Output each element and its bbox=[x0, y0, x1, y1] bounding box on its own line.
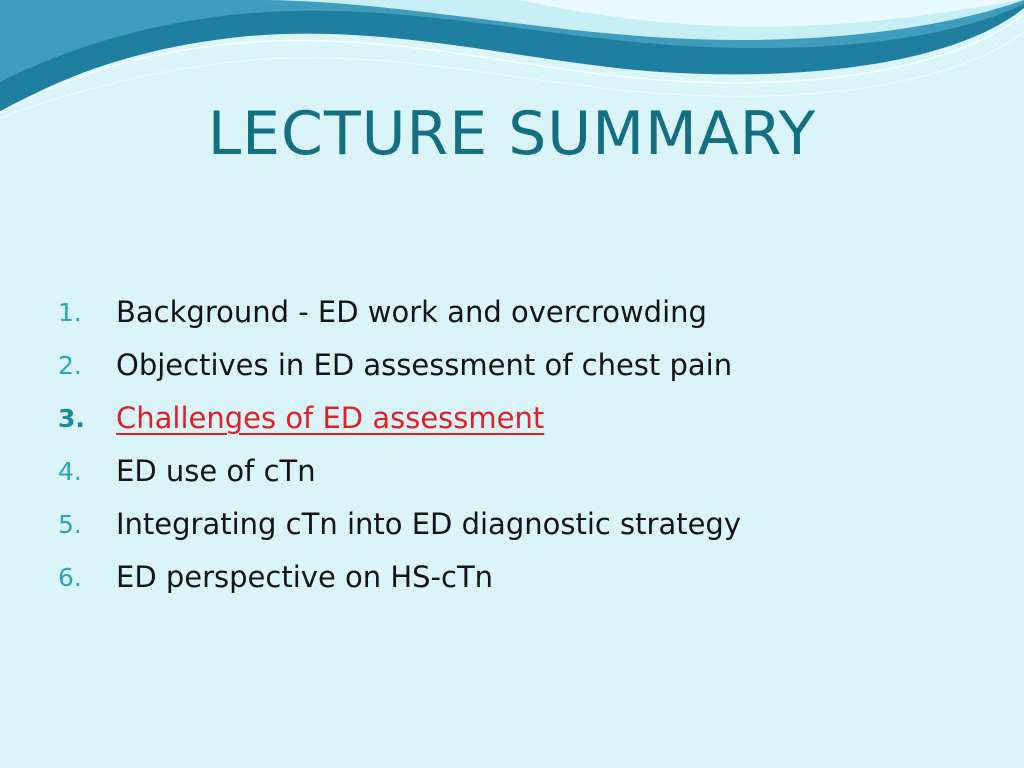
agenda-item bbox=[0, 445, 1024, 498]
agenda-item-number: 6. bbox=[58, 563, 82, 592]
agenda-item-label: ED use of cTn bbox=[116, 454, 316, 488]
agenda-item-label: ED perspective on HS-cTn bbox=[116, 560, 494, 594]
agenda-item-number: 2. bbox=[58, 351, 82, 380]
agenda-item-label: Background - ED work and overcrowding bbox=[116, 295, 707, 329]
agenda-item-number: 4. bbox=[58, 457, 82, 486]
slide-title: LECTURE SUMMARY bbox=[207, 99, 817, 169]
agenda-item bbox=[0, 286, 1024, 339]
agenda-item-label-highlighted[interactable]: Challenges of ED assessment bbox=[116, 401, 545, 435]
agenda-item bbox=[0, 498, 1024, 551]
agenda-item-current bbox=[0, 392, 1024, 445]
agenda-item bbox=[0, 551, 1024, 604]
agenda-item-number: 1. bbox=[58, 298, 82, 327]
agenda-item-label: Integrating cTn into ED diagnostic strategy bbox=[116, 507, 742, 541]
agenda-item bbox=[0, 339, 1024, 392]
agenda-item-label: Objectives in ED assessment of chest pain bbox=[116, 348, 733, 382]
agenda-item-number: 5. bbox=[58, 510, 82, 539]
agenda-item-number: 3. bbox=[58, 404, 85, 433]
agenda-list bbox=[0, 286, 1024, 604]
